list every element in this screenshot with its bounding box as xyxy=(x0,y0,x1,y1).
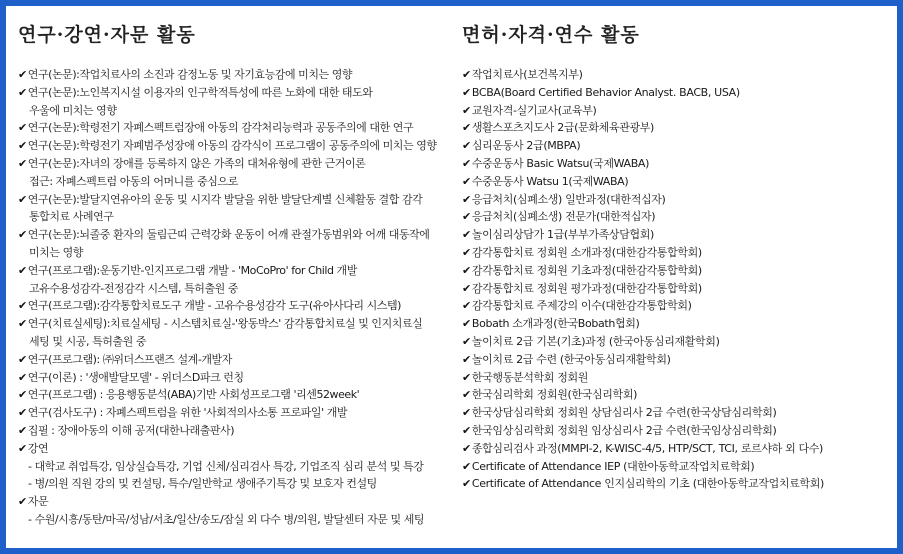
list-item xyxy=(462,137,892,155)
list-item-text: 연구(검사도구) : 자폐스펙트럼을 위한 '사회적의사소통 프로파일' 개발 xyxy=(27,406,348,420)
list-item-text: 종합심리검사 과정(MMPI-2, K-WISC-4/5, HTP/SCT, TCI, 로르샤하 외 다수) xyxy=(471,441,823,455)
list-item-text: 한국상담심리학회 정회원 상담심리사 2급 수련(한국상담심리학회) xyxy=(471,406,777,420)
checkmark-icon: ✔ xyxy=(462,299,471,313)
checkmark-icon: ✔ xyxy=(18,228,27,242)
list-item xyxy=(18,137,458,155)
list-item-text: 교원자격-실기교사(교육부) xyxy=(471,103,597,117)
list-item-text: 미치는 영향 xyxy=(29,245,83,259)
list-item-text: Certificate of Attendance IEP (대한아동학교작업치료학회) xyxy=(471,459,755,473)
list-item-text: - 대학교 취업특강, 임상실습특강, 기업 신체/심리검사 특강, 기업조직 심리 분석 및 특강 xyxy=(28,459,424,473)
list-item xyxy=(462,351,892,369)
activities-heading: 연구·강연·자문 활동 xyxy=(18,24,196,46)
list-item xyxy=(462,440,892,458)
list-item-text: 세팅 및 시공, 특허출원 중 xyxy=(29,334,146,348)
list-item xyxy=(462,84,892,102)
list-item xyxy=(18,102,458,120)
list-item-text: 접근: 자폐스펙트럼 아동의 어머니를 중심으로 xyxy=(29,174,238,188)
list-item xyxy=(462,280,892,298)
checkmark-icon: ✔ xyxy=(462,459,471,473)
list-item xyxy=(462,208,892,226)
list-item-text: 놀이치료 2급 기본(기초)과정 (한국아동심리재활학회) xyxy=(471,334,720,348)
list-item-text: 연구(프로그램) : 응용행동분석(ABA)기반 사회성프로그램 '리센52week' xyxy=(27,388,360,402)
list-item-text: 연구(논문):발달지연유아의 운동 및 시지각 발달을 위한 발달단계별 신체활동 결합 감각 xyxy=(27,192,423,206)
checkmark-icon: ✔ xyxy=(18,370,27,384)
list-item xyxy=(462,422,892,440)
checkmark-icon: ✔ xyxy=(462,281,471,295)
checkmark-icon: ✔ xyxy=(18,441,27,455)
list-item-text: 연구(논문):학령전기 자폐범주성장애 아동의 감각식이 프로그램이 공동주의에 미치는 영향 xyxy=(27,139,437,153)
checkmark-icon: ✔ xyxy=(18,299,27,313)
list-item xyxy=(462,102,892,120)
list-item xyxy=(18,458,458,476)
checkmark-icon: ✔ xyxy=(462,103,471,117)
checkmark-icon: ✔ xyxy=(18,68,27,81)
list-item xyxy=(18,155,458,173)
list-item xyxy=(18,422,458,440)
list-item xyxy=(462,458,892,476)
list-item xyxy=(462,333,892,351)
list-item xyxy=(18,84,458,102)
list-item xyxy=(462,386,892,404)
activities-list xyxy=(18,66,458,529)
list-item-text: 연구(프로그램):감각통합치료도구 개발 - 고유수용성감각 도구(유아사다리 시스템) xyxy=(27,299,401,313)
checkmark-icon: ✔ xyxy=(462,263,471,277)
list-item-text: 연구(프로그램):운동기반-인지프로그램 개발 - 'MoCoPro' for Child 개발 xyxy=(27,263,357,277)
list-item xyxy=(18,351,458,369)
list-item-text: 고유수용성감각-전정감각 시스템, 특허출원 중 xyxy=(29,281,239,295)
checkmark-icon: ✔ xyxy=(18,192,27,206)
list-item-text: 수중운동사 Watsu 1(국제WABA) xyxy=(471,174,629,188)
list-item-text: - 수원/시흥/동탄/마곡/성남/서초/일산/송도/잠실 외 다수 병/의원, 발달센터 자문 및 세팅 xyxy=(28,512,425,526)
checkmark-icon: ✔ xyxy=(18,317,27,331)
list-item-text: 연구(이론) : '생애발달모델' - 위더스D파크 런칭 xyxy=(27,370,244,384)
list-item-text: 연구(논문):학령전기 자폐스펙트럼장애 아동의 감각처리능력과 공동주의에 대한 연구 xyxy=(27,121,414,135)
checkmark-icon: ✔ xyxy=(462,68,471,81)
list-item-text: - 병/의원 직원 강의 및 컨설팅, 특수/일반학교 생애주기특강 및 보호자 컨설팅 xyxy=(28,477,377,491)
list-item xyxy=(462,297,892,315)
list-item xyxy=(462,66,892,84)
checkmark-icon: ✔ xyxy=(462,441,471,455)
list-item xyxy=(18,475,458,493)
list-item-text: 집필 : 장애아동의 이해 공저(대한나래출판사) xyxy=(27,423,235,437)
checkmark-icon: ✔ xyxy=(462,423,471,437)
list-item-text: 통합치료 사례연구 xyxy=(29,210,114,224)
list-item-text: 연구(치료실세팅):치료실세팅 - 시스템치료실-'왕동박스' 감각통합치료실 및 인지치료실 xyxy=(27,317,423,331)
list-item-text: 연구(논문):노인복지시설 이용자의 인구학적특성에 따른 노화에 대한 태도와 xyxy=(27,85,373,99)
list-item xyxy=(462,119,892,137)
checkmark-icon: ✔ xyxy=(462,174,471,188)
checkmark-icon: ✔ xyxy=(462,210,471,224)
checkmark-icon: ✔ xyxy=(462,388,471,402)
list-item-text: 한국임상심리학회 정회원 임상심리사 2급 수련(한국임상심리학회) xyxy=(471,423,777,437)
list-item-text: 생활스포츠지도사 2급(문화체육관광부) xyxy=(471,121,654,135)
list-item xyxy=(18,404,458,422)
checkmark-icon: ✔ xyxy=(18,156,27,170)
list-item-text: Certificate of Attendance 인지심리학의 기초 (대한아동학교작업치료학회) xyxy=(471,477,824,491)
list-item xyxy=(18,280,458,298)
list-item-text: 감각통합치료 정회원 기초과정(대한감각통합학회) xyxy=(471,263,702,277)
activities-column xyxy=(18,18,458,529)
checkmark-icon: ✔ xyxy=(462,139,471,153)
list-item xyxy=(18,369,458,387)
list-item xyxy=(18,297,458,315)
list-item-text: 강연 xyxy=(27,441,49,455)
list-item xyxy=(18,511,458,529)
list-item-text: 응급처치(심폐소생) 전문가(대한적십자) xyxy=(471,210,656,224)
licenses-list xyxy=(462,66,892,493)
list-item-text: BCBA(Board Certified Behavior Analyst. BACB, USA) xyxy=(471,85,740,99)
list-item-text: 놀이치료 2급 수련 (한국아동심리재활학회) xyxy=(471,352,671,366)
list-item xyxy=(462,369,892,387)
list-item-text: 심리운동사 2급(MBPA) xyxy=(471,139,581,153)
list-item xyxy=(462,244,892,262)
list-item xyxy=(18,208,458,226)
list-item-text: 한국행동분석학회 정회원 xyxy=(471,370,589,384)
checkmark-icon: ✔ xyxy=(18,352,27,366)
list-item-text: Bobath 소개과정(한국Bobath협회) xyxy=(471,317,640,331)
list-item xyxy=(18,66,458,84)
list-item xyxy=(18,173,458,191)
checkmark-icon: ✔ xyxy=(462,334,471,348)
checkmark-icon: ✔ xyxy=(18,495,27,509)
list-item-text: 연구(논문):뇌졸중 환자의 둘림근띠 근력강화 운동이 어깨 관절가동범위와 어깨 대동작에 xyxy=(27,228,430,242)
list-item xyxy=(462,226,892,244)
list-item-text: 한국심리학회 정회원(한국심리학회) xyxy=(471,388,638,402)
list-item xyxy=(18,244,458,262)
checkmark-icon: ✔ xyxy=(462,228,471,242)
list-item-text: 감각통합치료 정회원 소개과정(대한감각통합학회) xyxy=(471,245,702,259)
checkmark-icon: ✔ xyxy=(462,370,471,384)
list-item-text: 놀이심리상담가 1급(부부가족상담협회) xyxy=(471,228,654,242)
list-item xyxy=(462,155,892,173)
checkmark-icon: ✔ xyxy=(18,406,27,420)
list-item xyxy=(18,262,458,280)
list-item xyxy=(18,191,458,209)
list-item-text: 작업치료사(보건복지부) xyxy=(471,68,583,81)
checkmark-icon: ✔ xyxy=(462,477,471,491)
list-item-text: 수중운동사 Basic Watsu(국제WABA) xyxy=(471,156,650,170)
checkmark-icon: ✔ xyxy=(18,263,27,277)
checkmark-icon: ✔ xyxy=(462,156,471,170)
checkmark-icon: ✔ xyxy=(18,85,27,99)
list-item-text: 우울에 미치는 영향 xyxy=(29,103,117,117)
checkmark-icon: ✔ xyxy=(18,388,27,402)
list-item xyxy=(18,333,458,351)
list-item-text: 연구(논문):자녀의 장애를 등록하지 않은 가족의 대처유형에 관한 근거이론 xyxy=(27,156,366,170)
list-item xyxy=(18,315,458,333)
list-item xyxy=(18,119,458,137)
list-item xyxy=(462,191,892,209)
licenses-heading: 면허·자격·연수 활동 xyxy=(462,24,640,46)
list-item xyxy=(18,386,458,404)
checkmark-icon: ✔ xyxy=(462,245,471,259)
list-item xyxy=(18,226,458,244)
checkmark-icon: ✔ xyxy=(18,423,27,437)
checkmark-icon: ✔ xyxy=(462,192,471,206)
checkmark-icon: ✔ xyxy=(462,406,471,420)
list-item-text: 연구(논문):작업치료사의 소진과 감정노동 및 자기효능감에 미치는 영향 xyxy=(27,68,353,81)
checkmark-icon: ✔ xyxy=(18,121,27,135)
checkmark-icon: ✔ xyxy=(462,85,471,99)
list-item-text: 자문 xyxy=(27,495,49,509)
licenses-column xyxy=(462,18,892,493)
list-item-text: 연구(프로그램): ㈜위더스프랜즈 설계-개발자 xyxy=(27,352,232,366)
checkmark-icon: ✔ xyxy=(18,139,27,153)
checkmark-icon: ✔ xyxy=(462,121,471,135)
checkmark-icon: ✔ xyxy=(462,352,471,366)
list-item xyxy=(462,315,892,333)
checkmark-icon: ✔ xyxy=(462,317,471,331)
list-item xyxy=(18,493,458,511)
list-item-text: 응급처치(심폐소생) 일반과정(대한적십자) xyxy=(471,192,666,206)
list-item xyxy=(462,475,892,493)
list-item xyxy=(462,262,892,280)
list-item-text: 감각통합치료 정회원 평가과정(대한감각통합학회) xyxy=(471,281,702,295)
list-item-text: 감각통합치료 주제강의 이수(대한감각통합학회) xyxy=(471,299,692,313)
list-item xyxy=(18,440,458,458)
list-item xyxy=(462,404,892,422)
list-item xyxy=(462,173,892,191)
